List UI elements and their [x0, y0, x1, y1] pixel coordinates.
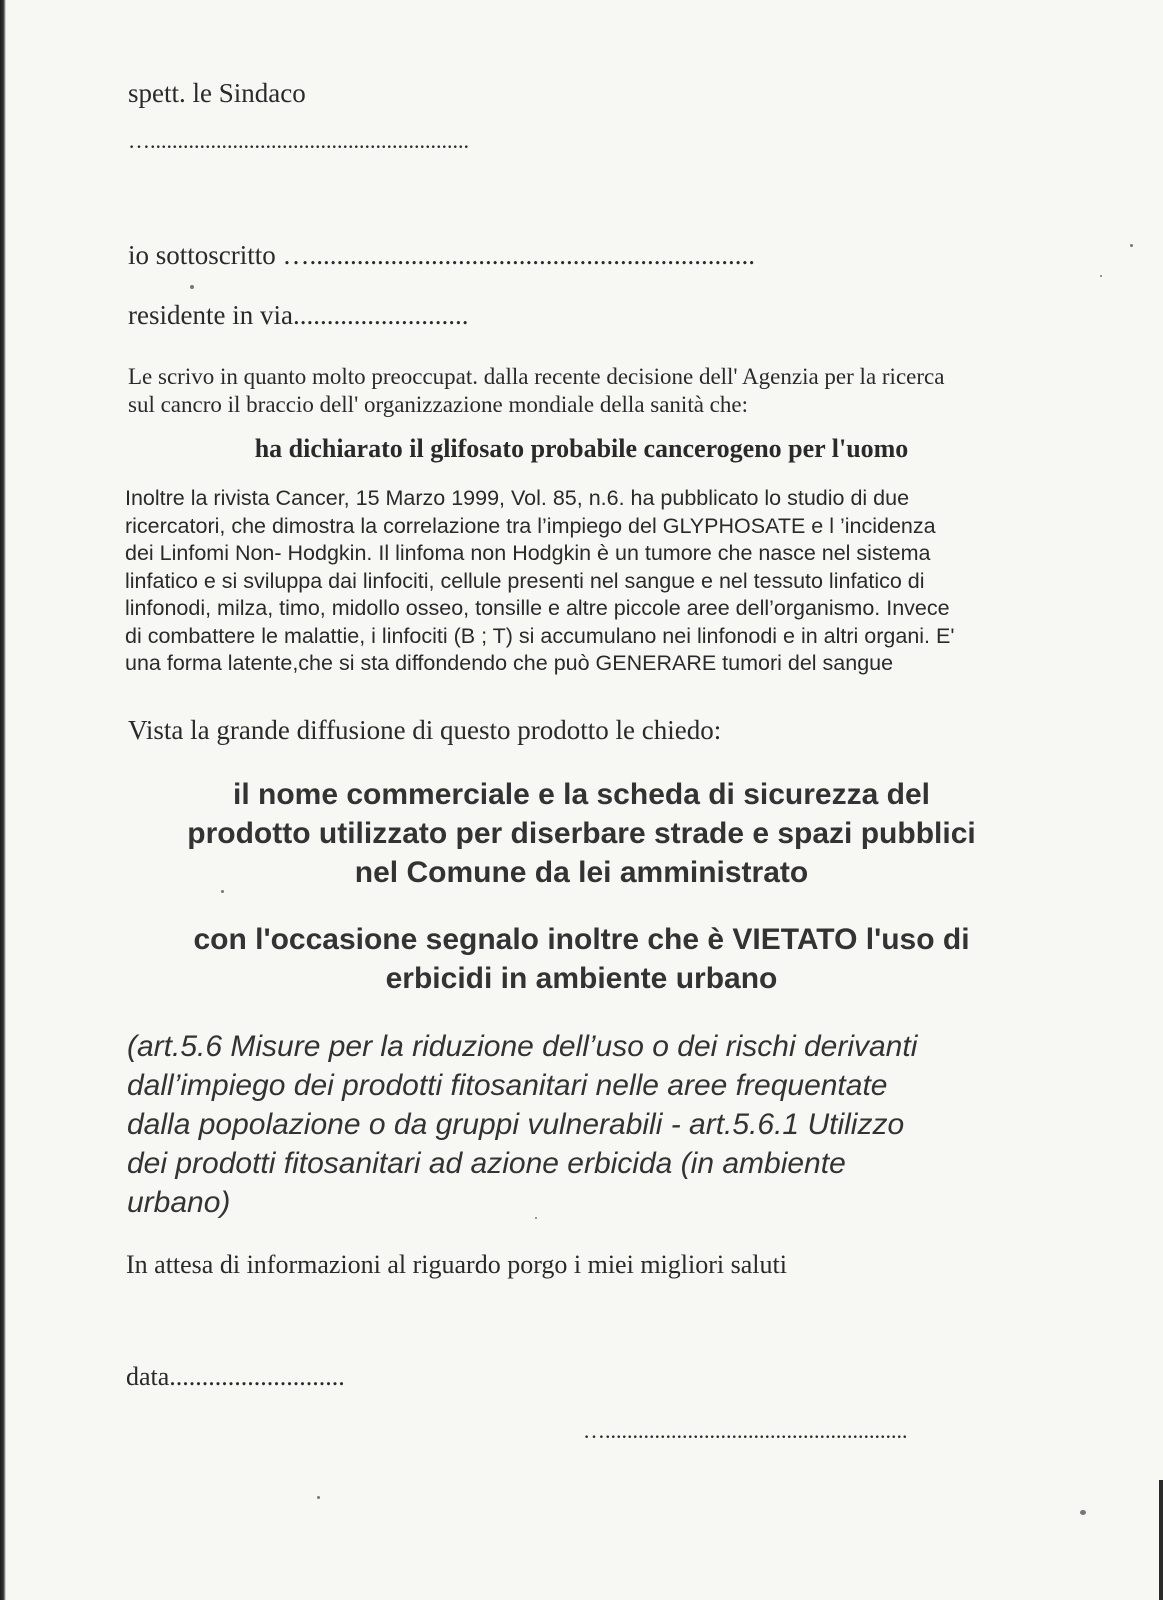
scan-speck [1080, 1510, 1086, 1515]
scan-speck [1100, 275, 1102, 277]
demand-line: il nome commerciale e la scheda di sicurezza del [233, 778, 930, 811]
law-line: urbano) [127, 1186, 231, 1219]
demand-line: nel Comune da lei amministrato [354, 856, 809, 889]
scan-speck [317, 1496, 320, 1499]
study-line: una forma latente,che si sta diffondendo che può GENERARE tumori del sangue [125, 651, 894, 675]
scan-speck [535, 1217, 537, 1219]
study-line: linfatico e si sviluppa dai linfociti, cellule presenti nel sangue e nel tessuto linfatico di [125, 568, 925, 593]
law-line: dall’impiego dei prodotti fitosanitari nelle aree frequentate [127, 1069, 888, 1102]
recipient-blank: ….......................................................... [128, 128, 469, 153]
intro-line: Le scrivo in quanto molto preoccupat. dalla recente decisione dell' Agenzia per la ricerca [128, 364, 945, 389]
study-paragraph [125, 485, 1075, 678]
notice-paragraph [0, 920, 1163, 998]
declaration-heading: ha dichiarato il glifosato probabile cancerogeno per l'uomo [254, 434, 909, 463]
recipient-line: spett. le Sindaco [128, 78, 306, 108]
study-line: Inoltre la rivista Cancer, 15 Marzo 1999, Vol. 85, n.6. ha pubblicato lo studio di due [125, 486, 910, 510]
residence-line: residente in via.......................... [128, 300, 469, 330]
closing-line: In attesa di informazioni al riguardo porgo i miei migliori saluti [126, 1250, 787, 1279]
signature-blank: …....................................................... [583, 1418, 908, 1443]
study-line: ricercatori, che dimostra la correlazione tra l’impiego del GLYPHOSATE e l ’incidenza [125, 513, 936, 538]
law-line: dalla popolazione o da gruppi vulnerabili - art.5.6.1 Utilizzo [127, 1108, 905, 1141]
demand-paragraph [0, 775, 1163, 892]
study-line: linfonodi, milza, timo, midollo osseo, tonsille e altre piccole aree dell’organismo. Invece [125, 596, 950, 620]
notice-line: con l'occasione segnalo inoltre che è VIETATO l'uso di [193, 923, 970, 956]
request-line: Vista la grande diffusione di questo prodotto le chiedo: [128, 715, 722, 745]
intro-line: sul cancro il braccio dell' organizzazione mondiale della sanità che: [128, 392, 748, 417]
law-line: (art.5.6 Misure per la riduzione dell’uso o dei rischi derivanti [127, 1030, 918, 1063]
study-line: di combattere le malattie, i linfociti (B ; T) si accumulano nei linfonodi e in altri organi. E' [125, 623, 955, 648]
undersigned-line: io sottoscritto ….................................................................. [128, 240, 755, 270]
notice-line: erbicidi in ambiente urbano [385, 962, 778, 995]
scan-edge-right [1159, 1480, 1163, 1600]
scan-speck [1130, 244, 1133, 247]
study-line: dei Linfomi Non- Hodgkin. Il linfoma non Hodgkin è un tumore che nasce nel sistema [125, 541, 931, 565]
law-line: dei prodotti fitosanitari ad azione erbicida (in ambiente [127, 1147, 846, 1180]
date-line: data........................... [126, 1362, 345, 1391]
scan-speck [221, 890, 224, 893]
demand-line: prodotto utilizzato per diserbare strade e spazi pubblici [187, 817, 976, 850]
law-reference [127, 1027, 1087, 1222]
scan-speck [190, 285, 194, 289]
